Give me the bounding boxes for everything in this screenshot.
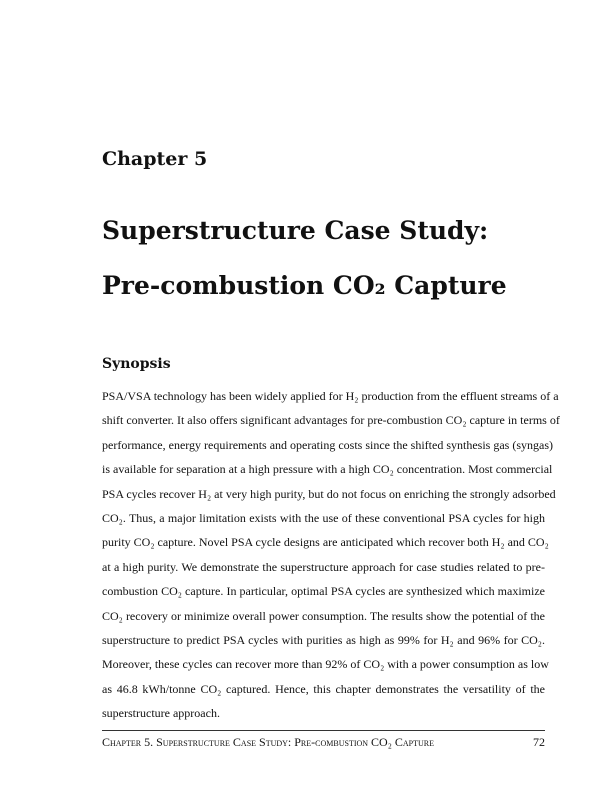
- paragraph-line: CO₂ recovery or minimize overall power consumption. The results show the potential of the: [102, 608, 545, 623]
- footer-rule: [102, 730, 545, 731]
- paragraph-line: PSA/VSA technology has been widely applied for H₂ production from the effluent streams of a: [102, 389, 559, 403]
- page-footer: [102, 735, 545, 750]
- paragraph-line: is available for separation at a high pressure with a high CO₂ concentration. Most commercial: [102, 462, 553, 477]
- chapter-title-line-1: Superstructure Case Study:: [102, 216, 489, 245]
- page-number: 72: [533, 735, 545, 749]
- chapter-label: Chapter 5: [102, 148, 208, 170]
- section-heading: Synopsis: [102, 356, 171, 372]
- paragraph-line: PSA cycles recover H₂ at very high purity, but do not focus on enriching the strongly adsorbed: [102, 486, 556, 501]
- paragraph-line: purity CO₂ capture. Novel PSA cycle designs are anticipated which recover both H₂ and CO₂: [102, 535, 549, 550]
- paragraph-line: superstructure approach.: [102, 706, 220, 721]
- paragraph-line: at a high purity. We demonstrate the superstructure approach for case studies related to pre-: [102, 559, 545, 574]
- running-title: Chapter 5. Superstructure Case Study: Pre-combustion CO₂ Capture: [102, 735, 435, 749]
- paragraph-line: CO₂. Thus, a major limitation exists with the use of these conventional PSA cycles for high: [102, 511, 545, 525]
- paragraph-line: superstructure to predict PSA cycles with purities as high as 99% for H₂ and 96% for CO₂.: [102, 633, 545, 647]
- paragraph-line: combustion CO₂ capture. In particular, optimal PSA cycles are synthesized which maximize: [102, 584, 545, 599]
- paragraph-line: Moreover, these cycles can recover more than 92% of CO₂ with a power consumption as low: [102, 657, 549, 672]
- chapter-title-line-2: Pre-combustion CO₂ Capture: [102, 271, 507, 300]
- paragraph-line: as 46.8 kWh/tonne CO₂ captured. Hence, this chapter demonstrates the versatility of the: [102, 681, 545, 696]
- paragraph-line: performance, energy requirements and operating costs since the shifted synthesis gas (syngas): [102, 437, 553, 452]
- paragraph-line: shift converter. It also offers significant advantages for pre-combustion CO₂ capture in terms of: [102, 413, 560, 428]
